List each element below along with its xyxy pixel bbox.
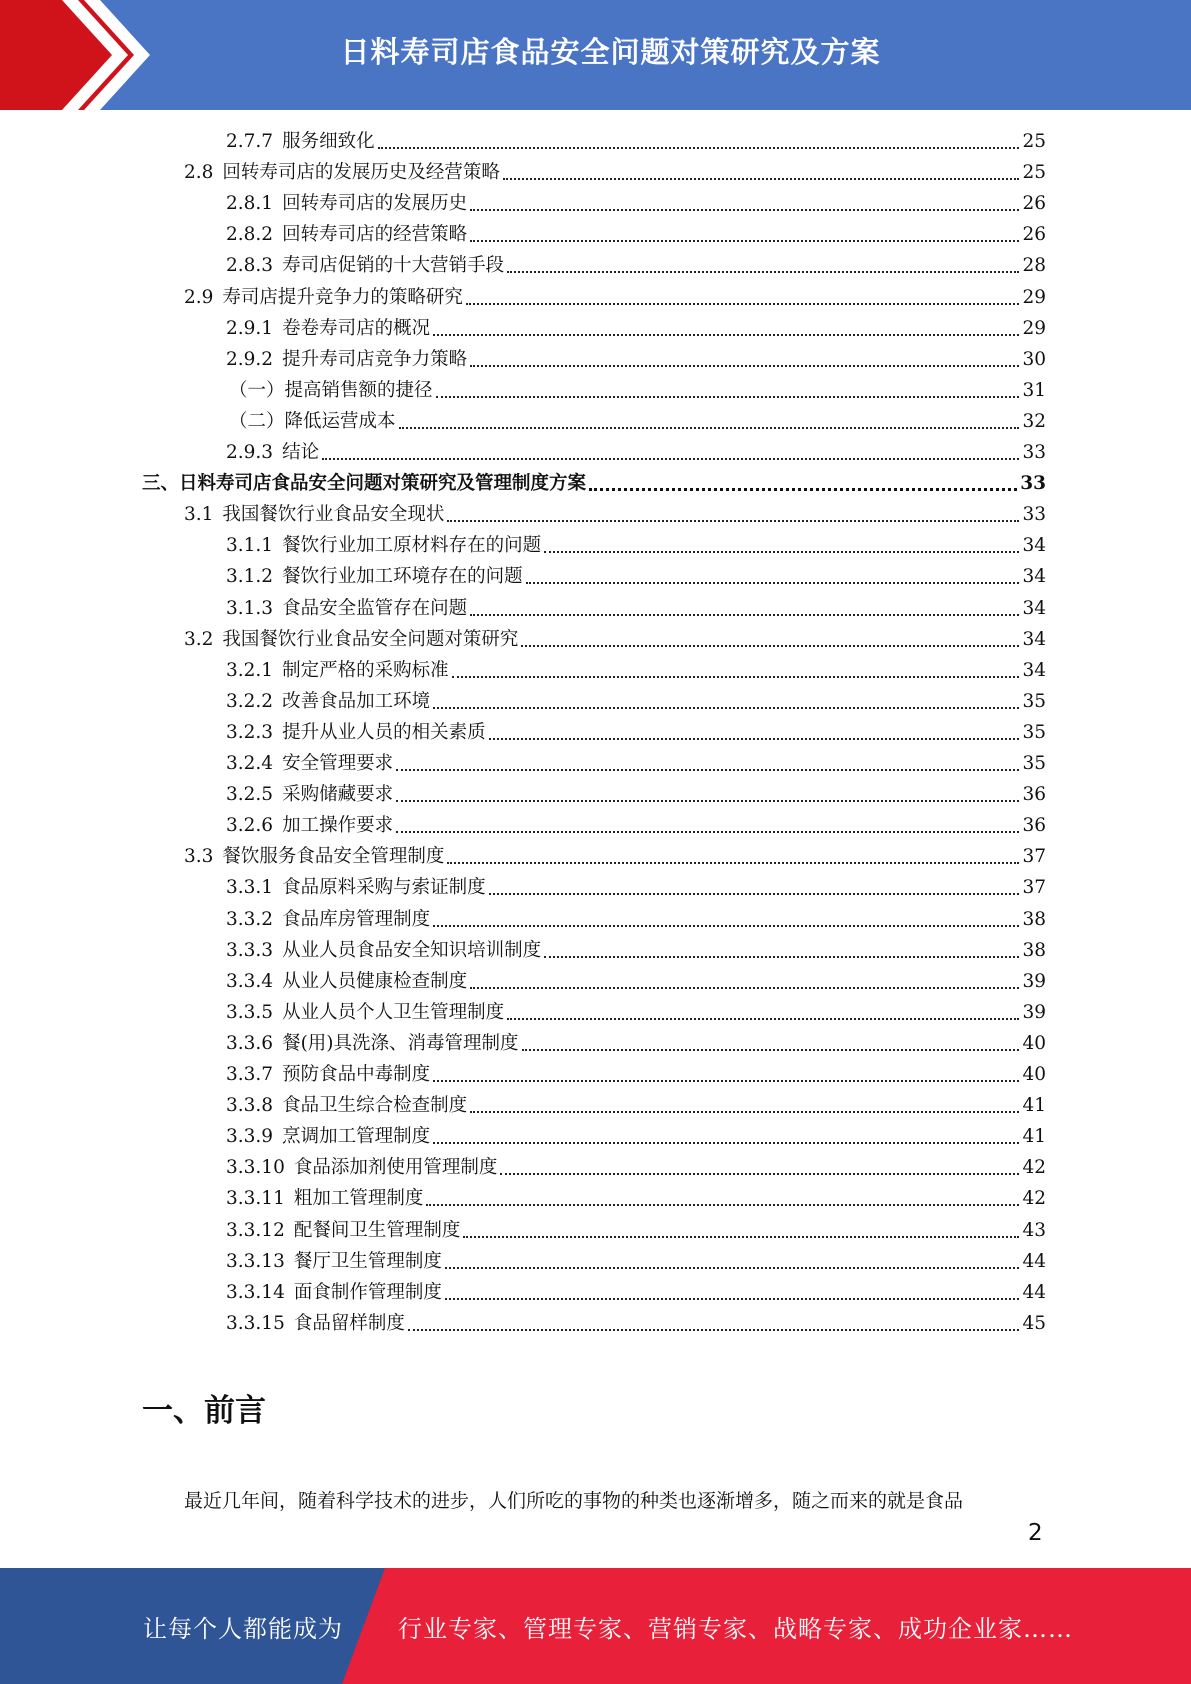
toc-entry-page: 41 <box>1022 1095 1046 1117</box>
toc-entry[interactable] <box>226 189 1046 217</box>
toc-dot-leader <box>470 613 1019 616</box>
toc-entry[interactable] <box>184 158 1046 186</box>
toc-entry-title <box>226 907 430 933</box>
toc-entry-title <box>226 596 467 622</box>
toc-entry-title <box>184 844 444 870</box>
toc-entry[interactable] <box>229 407 1046 435</box>
toc-entry-page: 44 <box>1022 1281 1046 1303</box>
toc-dot-leader <box>544 550 1019 553</box>
toc-entry-text: 寿司店促销的十大营销手段 <box>282 255 505 277</box>
toc-entry-text: 服务细致化 <box>282 131 375 152</box>
toc-entry-title <box>229 409 396 435</box>
toc-entry-number: 2.8.2 <box>226 224 274 246</box>
toc-dot-leader <box>589 487 1017 491</box>
toc-dot-leader <box>433 333 1019 336</box>
toc-entry-number: 3.3.11 <box>226 1188 285 1210</box>
toc-entry-text: 提升从业人员的相关素质 <box>282 721 486 743</box>
toc-dot-leader <box>463 1235 1019 1238</box>
toc-entry-title <box>184 160 500 186</box>
toc-dot-leader <box>544 955 1019 958</box>
header-title: 日料寿司店食品安全问题对策研究及方案 <box>340 34 881 69</box>
toc-dot-leader <box>426 1203 1019 1206</box>
page-footer <box>0 1568 1191 1684</box>
toc-dot-leader <box>503 177 1020 180</box>
toc-entry-text: 改善食品加工环境 <box>282 690 431 712</box>
toc-entry-text: 从业人员食品安全知识培训制度 <box>282 939 542 961</box>
toc-entry-title <box>226 751 393 777</box>
toc-entry[interactable] <box>226 594 1046 622</box>
toc-entry-page: 28 <box>1022 255 1046 277</box>
toc-entry-number: 2.9.2 <box>226 348 274 370</box>
toc-entry[interactable] <box>226 656 1046 684</box>
page-number: 2 <box>1028 1520 1043 1546</box>
toc-entry-text: 餐饮行业加工原材料存在的问题 <box>282 535 542 557</box>
toc-entry[interactable] <box>226 780 1046 808</box>
toc-entry-title <box>226 875 486 901</box>
toc-dot-leader <box>396 799 1019 802</box>
toc-entry-page: 37 <box>1022 846 1046 868</box>
toc-dot-leader <box>526 581 1020 584</box>
toc-entry-title <box>226 129 375 155</box>
toc-entry-page: 40 <box>1022 1032 1046 1054</box>
toc-entry-page: 38 <box>1022 908 1046 930</box>
toc-entry-text: 从业人员健康检查制度 <box>282 970 468 992</box>
toc-entry-text: 回转寿司店的经营策略 <box>282 224 468 246</box>
toc-entry-text: 餐饮服务食品安全管理制度 <box>222 846 445 868</box>
toc-dot-leader <box>445 1266 1020 1269</box>
toc-dot-leader <box>433 1079 1019 1082</box>
toc-entry-number: 2.9.1 <box>226 317 274 339</box>
toc-dot-leader <box>433 1141 1019 1144</box>
toc-dot-leader <box>470 1110 1019 1113</box>
toc-entry-number: 3.2.3 <box>226 721 274 743</box>
toc-entry-text: 提升寿司店竞争力策略 <box>282 348 468 370</box>
toc-entry-number: 2.8.1 <box>226 193 274 215</box>
toc-entry[interactable] <box>184 625 1046 653</box>
toc-entry[interactable] <box>226 251 1046 279</box>
toc-entry-page: 40 <box>1022 1064 1046 1085</box>
toc-dot-leader <box>436 395 1020 398</box>
toc-dot-leader <box>445 1297 1020 1300</box>
toc-entry-number: 3.3.12 <box>226 1219 285 1241</box>
toc-entry-page: 42 <box>1022 1188 1046 1210</box>
footer-slogan-right: 行业专家、管理专家、营销专家、战略专家、成功企业家…… <box>398 1614 1073 1643</box>
toc-entry-title <box>226 1093 467 1119</box>
toc-entry-title <box>226 347 467 373</box>
toc-entry-title <box>226 440 319 466</box>
toc-entry-title <box>226 222 467 248</box>
toc-entry-title <box>142 471 586 497</box>
toc-entry-title <box>226 938 541 964</box>
toc-entry-number: 3.3.3 <box>226 939 274 961</box>
toc-entry-number: 3.2.2 <box>226 690 274 712</box>
toc-entry-page: 38 <box>1022 939 1046 961</box>
toc-dot-leader <box>396 768 1019 771</box>
toc-entry-number: 3.3.4 <box>226 970 274 992</box>
toc-entry[interactable] <box>226 1216 1046 1244</box>
toc-entry-title <box>226 720 486 746</box>
toc-dot-leader <box>507 270 1019 273</box>
toc-entry-title <box>226 658 449 684</box>
toc-entry-page: 45 <box>1022 1312 1046 1334</box>
toc-entry-page: 34 <box>1022 597 1046 619</box>
toc-entry[interactable] <box>226 1184 1046 1212</box>
toc-entry-page: 33 <box>1022 504 1046 526</box>
toc-entry-title <box>226 689 430 715</box>
toc-entry-text: 食品留样制度 <box>293 1312 405 1334</box>
toc-entry-number: 2.8.3 <box>226 255 274 277</box>
toc-entry-title <box>226 1031 519 1057</box>
toc-entry-title <box>226 564 523 590</box>
toc-entry-number: 3.3.8 <box>226 1095 274 1117</box>
toc-entry-text: 三、日料寿司店食品安全问题对策研究及管理制度方案 <box>142 473 587 495</box>
toc-entry-number: 3.3.13 <box>226 1250 285 1272</box>
page-header <box>0 0 1191 110</box>
toc-entry[interactable] <box>226 314 1046 342</box>
toc-entry-text: 我国餐饮行业食品安全问题对策研究 <box>222 628 519 650</box>
toc-entry-title <box>184 627 518 653</box>
toc-entry-text: 面食制作管理制度 <box>293 1281 442 1303</box>
toc-entry-text: 回转寿司店的发展历史及经营策略 <box>222 162 500 184</box>
toc-entry-title <box>184 502 444 528</box>
toc-entry-number: 3.1.3 <box>226 597 274 619</box>
toc-entry-number: 3.3.5 <box>226 1001 274 1023</box>
toc-entry-title <box>226 1000 504 1026</box>
toc-entry-title <box>229 378 433 404</box>
toc-entry-number: 2.9.3 <box>226 442 274 463</box>
toc-entry-text: 从业人员个人卫生管理制度 <box>282 1001 505 1023</box>
toc-entry-text: （二）降低运营成本 <box>229 410 396 432</box>
toc-entry-text: 餐饮行业加工环境存在的问题 <box>282 566 523 588</box>
toc-entry-title <box>226 813 393 839</box>
toc-entry[interactable] <box>226 1060 1046 1088</box>
toc-entry-number: 3.3.14 <box>226 1281 285 1303</box>
toc-dot-leader <box>507 1017 1019 1020</box>
toc-entry-title <box>226 1249 442 1275</box>
toc-dot-leader <box>408 1328 1020 1331</box>
toc-entry[interactable] <box>142 469 1046 497</box>
toc-entry-text: 食品添加剂使用管理制度 <box>293 1157 498 1179</box>
toc-entry-title <box>226 533 541 559</box>
toc-entry[interactable] <box>226 1029 1046 1057</box>
toc-entry-page: 25 <box>1022 162 1046 184</box>
toc-entry[interactable] <box>226 749 1046 777</box>
toc-dot-leader <box>470 208 1019 211</box>
toc-entry[interactable] <box>226 998 1046 1026</box>
toc-entry[interactable] <box>226 1278 1046 1306</box>
toc-entry[interactable] <box>226 220 1046 248</box>
toc-entry[interactable] <box>226 687 1046 715</box>
toc-entry-title <box>226 191 467 217</box>
toc-entry-text: 结论 <box>282 442 320 463</box>
toc-entry-page: 42 <box>1022 1157 1046 1179</box>
toc-entry-title <box>226 1311 405 1337</box>
toc-entry-text: 我国餐饮行业食品安全现状 <box>222 504 445 526</box>
toc-dot-leader <box>489 737 1020 740</box>
toc-entry-page: 34 <box>1022 566 1046 588</box>
toc-dot-leader <box>470 986 1019 989</box>
footer-slogan-left: 让每个人都能成为 <box>143 1614 343 1643</box>
toc-entry-text: 回转寿司店的发展历史 <box>282 193 468 215</box>
toc-entry-number: 3.3.9 <box>226 1126 274 1148</box>
toc-entry-text: 寿司店提升竞争力的策略研究 <box>222 286 463 308</box>
toc-entry[interactable] <box>226 345 1046 373</box>
toc-entry-number: 3.3 <box>184 846 214 868</box>
toc-entry-page: 26 <box>1022 224 1046 246</box>
toc-entry-number: 3.3.10 <box>226 1157 285 1179</box>
toc-entry-title <box>226 253 504 279</box>
toc-dot-leader <box>378 146 1020 149</box>
toc-entry-text: 制定严格的采购标准 <box>282 659 449 681</box>
toc-entry-title <box>226 1218 460 1244</box>
toc-dot-leader <box>433 706 1019 709</box>
toc-dot-leader <box>447 519 1019 522</box>
toc-entry-text: 烹调加工管理制度 <box>282 1126 431 1148</box>
toc-dot-leader <box>433 924 1019 927</box>
toc-entry-page: 33 <box>1020 473 1046 495</box>
toc-dot-leader <box>470 364 1019 367</box>
toc-entry-page: 41 <box>1022 1126 1046 1148</box>
toc-entry-text: 卷卷寿司店的概况 <box>282 317 431 339</box>
toc-entry-page: 44 <box>1022 1250 1046 1272</box>
toc-entry[interactable] <box>226 127 1046 155</box>
toc-entry-page: 36 <box>1022 815 1046 837</box>
toc-entry[interactable] <box>226 1247 1046 1275</box>
toc-entry[interactable] <box>226 531 1046 559</box>
toc-entry-title <box>226 1155 497 1181</box>
toc-entry-title <box>226 969 467 995</box>
toc-entry-number: 3.1 <box>184 504 214 526</box>
toc-entry-number: 2.7.7 <box>226 131 274 152</box>
toc-entry-text: 配餐间卫生管理制度 <box>293 1219 461 1241</box>
toc-entry-text: 食品卫生综合检查制度 <box>282 1095 468 1117</box>
toc-entry[interactable] <box>226 1153 1046 1181</box>
toc-entry-text: 食品库房管理制度 <box>282 908 431 930</box>
toc-entry-number: 3.2.5 <box>226 784 274 806</box>
toc-entry-page: 36 <box>1022 784 1046 806</box>
toc-entry-title <box>184 285 463 311</box>
toc-entry-page: 34 <box>1022 535 1046 557</box>
toc-entry-text: 采购储藏要求 <box>282 784 394 806</box>
toc-entry[interactable] <box>184 500 1046 528</box>
toc-entry-page: 43 <box>1022 1219 1046 1241</box>
toc-entry-number: 3.1.1 <box>226 535 274 557</box>
toc-dot-leader <box>522 1048 1020 1051</box>
toc-entry[interactable] <box>184 283 1046 311</box>
toc-entry-page: 37 <box>1022 877 1046 899</box>
toc-entry[interactable] <box>226 905 1046 933</box>
toc-entry-page: 34 <box>1022 659 1046 681</box>
toc-entry-page: 25 <box>1022 131 1046 152</box>
toc-entry-text: 餐(用)具洗涤、消毒管理制度 <box>282 1032 519 1054</box>
toc-entry-title <box>226 1280 442 1306</box>
toc-dot-leader <box>447 861 1019 864</box>
toc-entry[interactable] <box>226 1091 1046 1119</box>
toc-entry-text: 粗加工管理制度 <box>293 1188 424 1210</box>
toc-entry-page: 29 <box>1022 286 1046 308</box>
toc-entry-page: 39 <box>1022 1001 1046 1023</box>
toc-entry-number: 3.3.2 <box>226 908 274 930</box>
toc-entry[interactable] <box>226 438 1046 466</box>
toc-entry-text: 安全管理要求 <box>282 753 394 774</box>
toc-entry-number: 2.9 <box>184 286 214 308</box>
toc-entry-page: 29 <box>1022 317 1046 339</box>
toc-entry-text: 餐厅卫生管理制度 <box>293 1250 442 1272</box>
toc-entry-title <box>226 1186 423 1212</box>
toc-dot-leader <box>396 830 1019 833</box>
toc-entry-page: 35 <box>1022 721 1046 743</box>
toc-entry-number: 2.8 <box>184 162 214 184</box>
toc-entry-number: 3.3.15 <box>226 1312 285 1334</box>
toc-entry-text: （一）提高销售额的捷径 <box>229 379 433 401</box>
toc-dot-leader <box>466 302 1020 305</box>
toc-entry-title <box>226 1062 430 1088</box>
toc-entry[interactable] <box>226 936 1046 964</box>
toc-entry-number: 3.2.1 <box>226 659 274 681</box>
toc-entry-page: 33 <box>1022 442 1046 463</box>
toc-entry-number: 3.1.2 <box>226 566 274 588</box>
body-paragraph: 最近几年间，随着科学技术的进步，人们所吃的事物的种类也逐渐增多，随之而来的就是食品 <box>184 1490 964 1512</box>
toc-dot-leader <box>489 892 1020 895</box>
toc-entry-number: 3.2 <box>184 628 214 650</box>
toc-entry-title <box>226 1124 430 1150</box>
toc-dot-leader <box>500 1172 1019 1175</box>
toc-dot-leader <box>521 644 1019 647</box>
toc-entry-title <box>226 316 430 342</box>
toc-dot-leader <box>470 239 1019 242</box>
toc-entry-number: 3.3.7 <box>226 1064 274 1085</box>
toc-entry[interactable] <box>226 562 1046 590</box>
toc-entry-page: 31 <box>1022 379 1046 401</box>
toc-entry-text: 食品安全监管存在问题 <box>282 597 468 619</box>
toc-entry-page: 39 <box>1022 970 1046 992</box>
toc-entry[interactable] <box>226 967 1046 995</box>
toc-entry[interactable] <box>226 718 1046 746</box>
toc-entry-page: 32 <box>1022 410 1046 432</box>
toc-entry-page: 35 <box>1022 753 1046 774</box>
toc-entry-text: 食品原料采购与索证制度 <box>282 877 486 899</box>
toc-entry-text: 预防食品中毒制度 <box>282 1064 431 1085</box>
toc-entry[interactable] <box>226 1122 1046 1150</box>
toc-entry-number: 3.3.6 <box>226 1032 274 1054</box>
toc-entry-number: 3.3.1 <box>226 877 274 899</box>
toc-entry-title <box>226 782 393 808</box>
toc-entry-page: 34 <box>1022 628 1046 650</box>
toc-entry-text: 加工操作要求 <box>282 815 394 837</box>
toc-entry-number: 3.2.4 <box>226 753 274 774</box>
toc-entry[interactable] <box>184 842 1046 870</box>
toc-dot-leader <box>452 675 1020 678</box>
toc-dot-leader <box>399 426 1020 429</box>
toc-entry[interactable] <box>226 811 1046 839</box>
toc-entry-page: 30 <box>1022 348 1046 370</box>
toc-entry[interactable] <box>226 1309 1046 1337</box>
toc-dot-leader <box>322 457 1019 460</box>
toc-entry[interactable] <box>226 873 1046 901</box>
section-heading: 一、前言 <box>142 1393 266 1429</box>
toc-entry-page: 35 <box>1022 690 1046 712</box>
toc-entry-number: 3.2.6 <box>226 815 274 837</box>
toc-entry-page: 26 <box>1022 193 1046 215</box>
toc-entry[interactable] <box>229 376 1046 404</box>
